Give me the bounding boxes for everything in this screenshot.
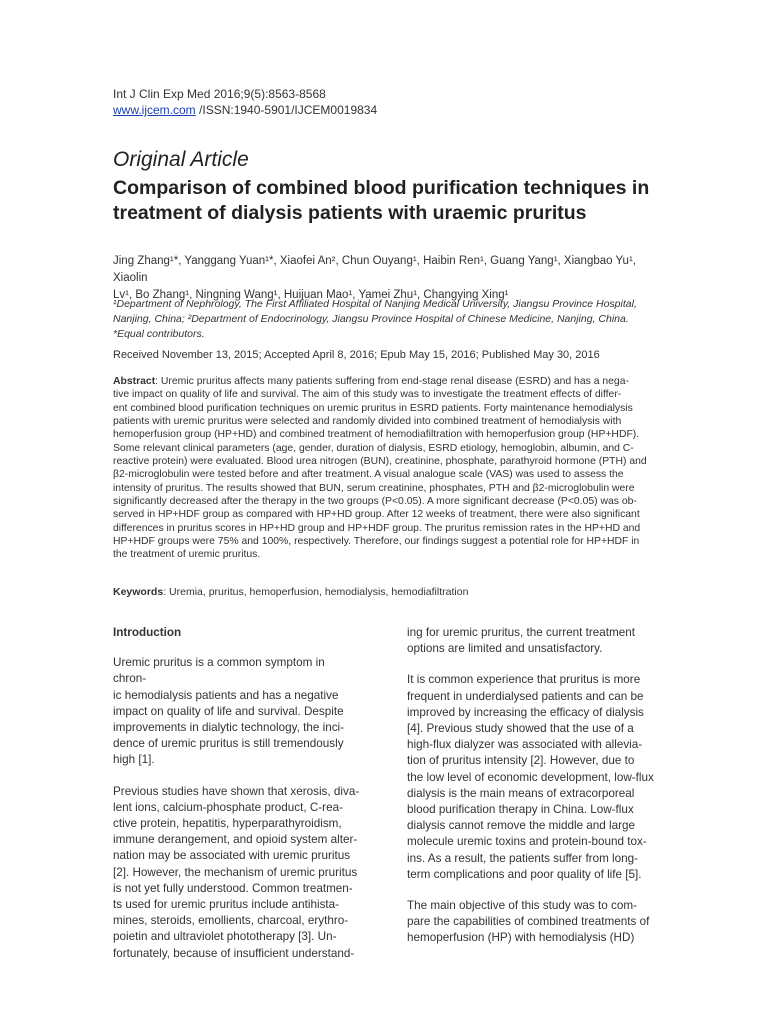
author-line: Lv¹, Bo Zhang¹, Ningning Wang¹, Huijuan Mao¹, Yamei Zhu¹, Changying Xing¹: [113, 289, 509, 301]
affiliation-line: Nanjing, China; ²Department of Endocrinology, Jiangsu Province Hospital of Chinese Medicine, Nanjing, China.: [113, 313, 629, 325]
body-column-right: [407, 625, 655, 947]
journal-citation: Int J Clin Exp Med 2016;9(5):8563-8568: [113, 87, 326, 101]
abstract-line: the treatment of uremic pruritus.: [113, 549, 261, 561]
journal-header: [113, 86, 377, 118]
journal-url-line: [113, 102, 377, 118]
keywords: [113, 585, 658, 599]
paragraph: It is common experience that pruritus is more frequent in underdialysed patients and can be improved by increasing the efficacy of dialysis [4]. Previous study showed that the use of a high-flux dialyzer was associated with allevia- tion of pruritus intensity [2]. However, due to the low level of economic development, low-flux dialysis is the main means of extracorporeal blood purification therapy in China. Low-flux dialysis cannot remove the middle and large molecule uremic toxins and protein-bound tox- ins. As a result, the patients suffer from long- term complications and poor quality of life [5].: [407, 673, 654, 881]
body-column-left: [113, 625, 361, 962]
abstract-line: significantly decreased after the therapy in the two groups (P<0.05). A more significant decrease (P<0.05) was ob-: [113, 496, 637, 508]
publication-dates: Received November 13, 2015; Accepted April 8, 2016; Epub May 15, 2016; Published May 30, 2016: [113, 349, 600, 361]
abstract-line: β2-microglobulin were tested before and after treatment. A visual analogue scale (VAS) was used to assess the: [113, 469, 624, 481]
author-line: Jing Zhang¹*, Yanggang Yuan¹*, Xiaofei An², Chun Ouyang¹, Haibin Ren¹, Guang Yang¹, Xiangbao Yu¹, Xiaolin: [113, 255, 636, 284]
paragraph: Previous studies have shown that xerosis, diva- lent ions, calcium-phosphate product, C-rea- ctive protein, hepatitis, hyperparathyroidism, immune derangement, and opioid system alter- nation may be associated with uremic pruritus [2]. However, the mechanism of uremic pruritus is not yet fully understood. Common treatmen- ts used for uremic pruritus include antihista- mines, steroids, emollients, charcoal, erythro- poietin and ultraviolet phototherapy [3]. Un- fortunately, because of insufficient understand-: [113, 784, 360, 960]
abstract-line: patients with uremic pruritus were selected and randomly divided into combined treatment of hemodialysis with: [113, 416, 622, 428]
abstract-line: HP+HDF groups were 75% and 100%, respectively. Therefore, our findings suggest a potential role for HP+HDF in: [113, 536, 640, 548]
journal-issn: /ISSN:1940-5901/IJCEM0019834: [195, 103, 378, 117]
abstract-line: ent combined blood purification techniques on uremic pruritus in ESRD patients. Forty maintenance hemodialysis: [113, 402, 633, 414]
abstract-line: Some relevant clinical parameters (age, gender, duration of dialysis, ESRD etiology, hemoglobin, albumin, and C-: [113, 442, 634, 454]
abstract-label: Abstract: [113, 376, 156, 387]
paragraph: ing for uremic pruritus, the current treatment options are limited and unsatisfactory.: [407, 626, 635, 656]
keywords-text: : Uremia, pruritus, hemoperfusion, hemodialysis, hemodiafiltration: [163, 586, 469, 598]
abstract-line: hemoperfusion group (HP+HD) and combined treatment of hemodiafiltration with hemoperfusion group (HP+HDF).: [113, 429, 640, 441]
affiliation-line: ¹Department of Nephrology, The First Affiliated Hospital of Nanjing Medical University, Jiangsu Province Hospital,: [113, 298, 637, 310]
abstract: [113, 375, 658, 562]
article-title: Comparison of combined blood purification techniques in treatment of dialysis patients with uraemic pruritus: [113, 177, 650, 224]
abstract-line: Abstract: Uremic pruritus affects many patients suffering from end-stage renal disease (ESRD) and has a nega-: [113, 376, 629, 387]
journal-url-link[interactable]: www.ijcem.com: [113, 103, 196, 117]
paragraph: Uremic pruritus is a common symptom in chron- ic hemodialysis patients and has a negative impact on quality of life and survival. Despite improvements in dialytic technology, the inci- dence of uremic pruritus is still tremendously high [1].: [113, 656, 345, 767]
affiliation-line: *Equal contributors.: [113, 328, 205, 340]
section-heading-introduction: Introduction: [113, 626, 182, 639]
abstract-line: served in HP+HDF group as compared with HP+HD group. After 12 weeks of treatment, there were also significant: [113, 509, 640, 521]
abstract-line: differences in pruritus scores in HP+HD group and HP+HDF group. The pruritus remission rates in the HP+HD and: [113, 522, 641, 534]
abstract-line: intensity of pruritus. The results showed that BUN, serum creatinine, phosphates, PTH and β2-microglobulin were: [113, 482, 635, 494]
abstract-line: reactive protein) were evaluated. Blood urea nitrogen (BUN), creatinine, phosphate, parathyroid hormone (PTH) and: [113, 456, 647, 468]
affiliations: [113, 297, 658, 342]
article-type: Original Article: [113, 148, 249, 171]
keywords-label: Keywords: [113, 586, 164, 598]
abstract-line: tive impact on quality of life and survival. The aim of this study was to investigate the treatment effects of differ-: [113, 389, 622, 401]
paragraph: The main objective of this study was to com- pare the capabilities of combined treatments of hemoperfusion (HP) with hemodialysis (HD): [407, 899, 650, 945]
